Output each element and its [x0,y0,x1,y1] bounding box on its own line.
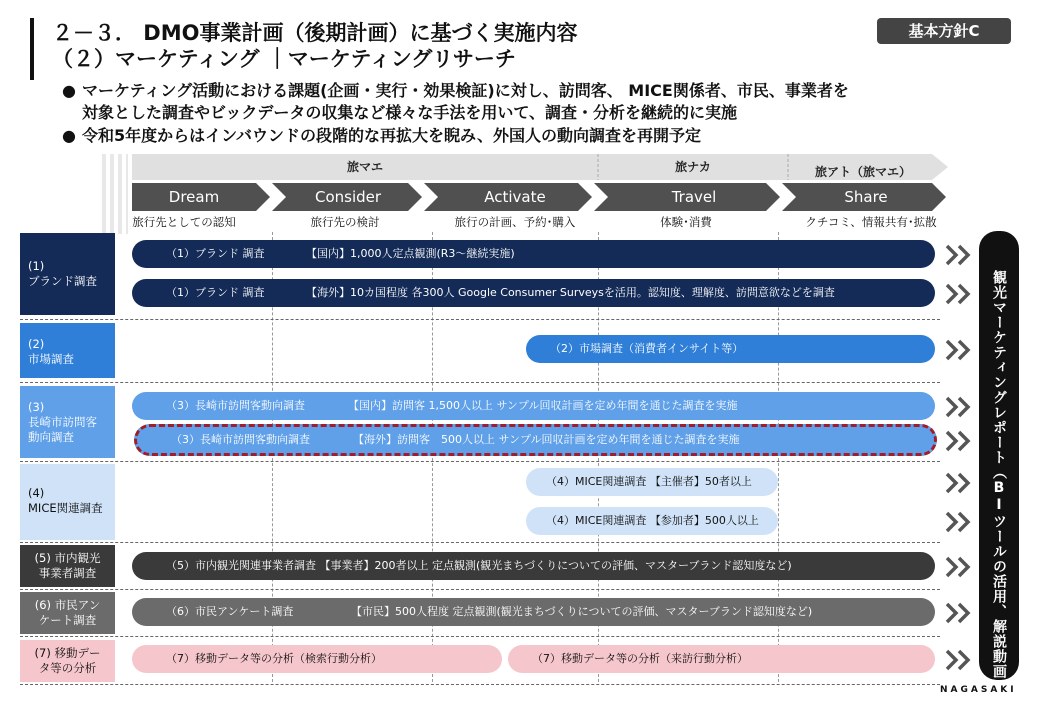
double-chevron-icon [944,338,972,362]
bar-title: （4）MICE関連調査 【参加者】500人以上 [546,514,759,527]
row-label-line: (2) [28,337,45,351]
row-label-line: ブランド調査 [28,274,97,288]
row-label-line: MICE関連調査 [28,501,103,515]
row-label-visitor [20,386,115,458]
row-label-line: (3) [28,400,45,414]
row-label-line: 市場調査 [28,352,74,366]
row-separator [20,382,940,383]
stage-dream: Dream [168,188,220,206]
bar-brand-overseas [132,279,935,307]
stage-activate: Activate [484,188,546,206]
bar-detail: 【国内】訪問客 1,500人以上 サンプル回収計画を定め年間を通じた調査を実施 [348,399,738,412]
bar-detail: 【海外】10カ国程度 各300人 Google Consumer Surveysを活用。認知度、理解度、訪問意欲などを調査 [306,286,835,299]
bar-title: （3）長崎市訪問客動向調査 [166,399,305,412]
bullet-text: マーケティング活動における課題(企画・実行・効果検証)に対し、訪問客、 MICE関係者、市民、事業者を [82,81,849,100]
bar-detail: 【海外】訪問客 500人以上 サンプル回収計画を定め年間を通じた調査を実施 [353,433,740,446]
bar-market-research [526,335,935,363]
row-label-mobility [20,640,115,682]
double-chevron-icon [944,395,972,419]
stage-travel: Travel [671,188,717,206]
double-chevron-icon [944,510,972,534]
row-separator [20,684,940,685]
bar-mobility-visit [508,645,935,673]
row-separator [20,542,940,543]
row-label-line: 動向調査 [28,430,74,444]
double-chevron-icon [944,471,972,495]
nagasaki-logo: NAGASAKI [940,685,1017,695]
title-accent-rule [30,18,34,80]
row-separator [20,589,940,590]
row-separator [20,319,940,320]
stage-dream-desc: 旅行先としての認知 [132,215,236,229]
bar-visitor-overseas [134,424,937,456]
bar-brand-domestic [132,240,935,268]
row-separator [20,636,940,637]
bullet-dot: ● [62,126,76,145]
bullet-1-continued: 対象とした調査やビックデータの収集など様々な手法を用いて、調査・分析を継続的に実施 [82,103,738,122]
bullet-1 [62,80,849,101]
bullet-text: 令和5年度からはインバウンドの段階的な再拡大を睨み、外国人の動向調査を再開予定 [82,126,701,145]
bar-detail: 【市民】500人程度 定点観測(観光まちづくりについての評価、マスターブランド認知度など) [351,605,813,618]
double-chevron-icon [944,601,972,625]
row-label-line: 長崎市訪問客 [28,415,97,429]
bar-title: （3）長崎市訪問客動向調査 [171,433,310,446]
bar-mice-organizer [526,468,778,496]
decorative-hatch [102,154,128,234]
bar-title: （2）市場調査（消費者インサイト等） [550,342,744,355]
row-label-line: ケート調査 [38,613,97,627]
double-chevron-icon [944,282,972,306]
row-label-market [20,323,115,378]
stage-consider: Consider [314,188,382,206]
row-label-line: (6) 市民アン [34,598,101,612]
row-label-line: 事業者調査 [38,566,97,580]
bar-title: （5）市内観光関連事業者調査 【事業者】200者以上 定点観測(観光まちづくりについての評価、マスターブランド認知度など) [166,559,792,572]
stage-activate-desc: 旅行の計画、予約･購入 [454,215,576,229]
row-label-citizen [20,592,115,634]
row-label-line: (1) [28,259,45,273]
row-label-line: (4) [28,486,45,500]
stage-share: Share [844,188,888,206]
page-subtitle: （２）マーケティング ｜マーケティングリサーチ [52,47,516,71]
stage-travel-desc: 体験･消費 [660,215,712,229]
phase-after-trip: 旅アト（旅マエ） [814,165,911,179]
row-label-line: (7) 移動デー [34,646,101,660]
row-label-mice [20,464,115,540]
bar-mobility-search [132,645,502,673]
bar-mice-participant [526,507,778,535]
bar-title: （1）ブランド 調査 [166,286,265,299]
policy-badge: 基本方針C [877,18,1011,44]
report-label: 観光マーケティングレポート（BIツールの活用、解説動画） [991,270,1007,694]
row-separator [20,461,940,462]
bar-detail: 【国内】1,000人定点観測(R3～継続実施) [306,247,515,260]
double-chevron-icon [944,243,972,267]
bar-title: （1）ブランド 調査 [166,247,265,260]
page-title: ２－３． DMO事業計画（後期計画）に基づく実施内容 [52,21,578,45]
double-chevron-icon [944,429,972,453]
bar-title: （7）移動データ等の分析（来訪行動分析） [532,652,748,665]
row-label-line: タ等の分析 [38,661,97,675]
double-chevron-icon [944,648,972,672]
double-chevron-icon [944,555,972,579]
phase-during-trip: 旅ナカ [675,160,711,174]
bullet-2 [62,125,701,146]
row-label-line: (5) 市内観光 [34,551,101,565]
row-label-brand [20,233,115,315]
stage-consider-desc: 旅行先の検討 [310,215,380,229]
phase-before-trip: 旅マエ [346,160,383,174]
row-label-business [20,545,115,587]
bar-business-survey [132,552,935,580]
bullet-dot: ● [62,81,76,100]
stage-share-desc: クチコミ、情報共有･拡散 [805,215,937,229]
bar-title: （6）市民アンケート調査 [166,605,294,618]
bar-title: （4）MICE関連調査 【主催者】50者以上 [546,475,752,488]
bar-title: （7）移動データ等の分析（検索行動分析） [166,652,382,665]
bar-citizen-survey [132,598,935,626]
bar-visitor-domestic [132,392,935,420]
